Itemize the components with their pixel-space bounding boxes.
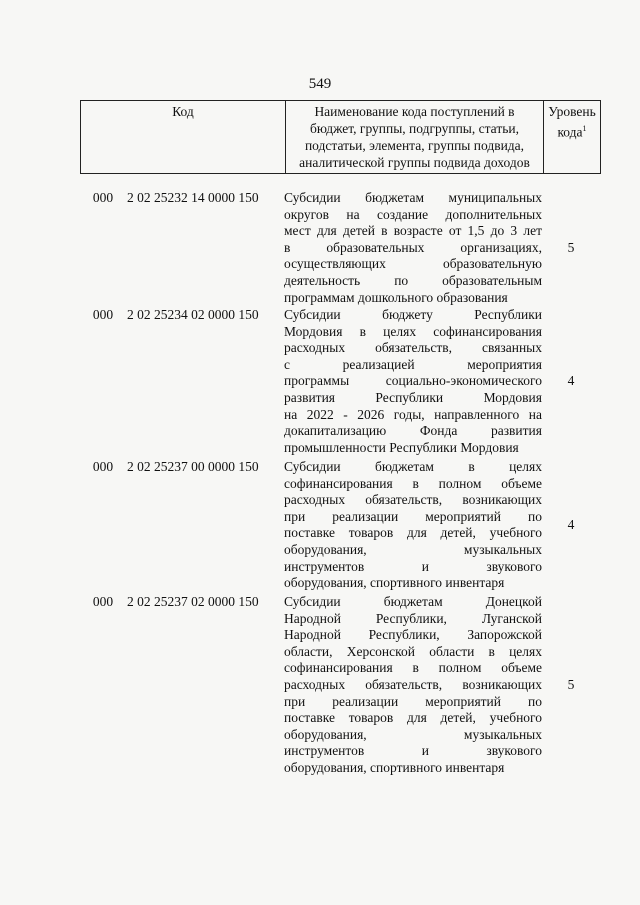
revenue-name-line: Мордовия в целях софинансирования <box>284 323 542 339</box>
revenue-name-line: софинансирования в полном объеме <box>284 660 542 676</box>
revenue-name-line: Субсидии бюджету Республики <box>284 307 542 322</box>
revenue-name-line: оборудования, музыкальных <box>284 726 542 742</box>
revenue-name-line: оборудования, спортивного инвентаря <box>284 759 505 775</box>
revenue-name-line: области, Херсонской области в целях <box>284 643 542 659</box>
code-level: 4 <box>567 373 575 389</box>
admin-code: 000 <box>92 594 114 609</box>
column-header-level-line: кода$^1$ <box>557 124 587 140</box>
footnote-mark: 1 <box>582 124 587 133</box>
revenue-name-line: округов на создание дополнительных <box>284 206 542 222</box>
column-header-level-line: Уровень <box>548 104 596 119</box>
column-header-name-line: Наименование кода поступлений в <box>314 104 515 119</box>
revenue-code: 2 02 25237 02 0000 150 <box>127 594 259 609</box>
revenue-name-line: расходных обязательств, возникающих <box>284 492 542 508</box>
revenue-name-line: мест для детей в возрасте от 1,5 до 3 лет <box>284 223 542 239</box>
revenue-name <box>284 307 542 456</box>
revenue-name-line: с реализацией мероприятия <box>284 356 542 372</box>
revenue-code: 2 02 25232 14 0000 150 <box>127 190 259 205</box>
page-number: 549 <box>308 76 332 92</box>
admin-code: 000 <box>92 307 114 322</box>
column-header-name <box>286 101 544 174</box>
revenue-name-line: Субсидии бюджетам в целях <box>284 459 542 474</box>
revenue-name-line: Народной Республики, Луганской <box>284 610 542 626</box>
code-level: 4 <box>567 517 575 533</box>
revenue-name <box>284 459 542 592</box>
revenue-name-line: расходных обязательств, возникающих <box>284 676 542 692</box>
revenue-name-line: при реализации мероприятий по <box>284 693 542 709</box>
revenue-name-line: софинансирования в полном объеме <box>284 475 542 491</box>
revenue-name-line: инструментов и звукового <box>284 558 542 574</box>
column-header-name-line: подстатьи, элемента, группы подвида, <box>304 138 525 153</box>
revenue-name-line: докапитализацию Фонда развития <box>284 423 542 439</box>
revenue-name-line: программам дошкольного образования <box>284 289 508 305</box>
revenue-name-line: оборудования, музыкальных <box>284 541 542 557</box>
revenue-name <box>284 594 542 777</box>
revenue-code: 2 02 25237 00 0000 150 <box>127 459 259 474</box>
revenue-name-line: при реализации мероприятий по <box>284 508 542 524</box>
revenue-name-line: на 2022 - 2026 годы, направленного на <box>284 406 542 422</box>
revenue-name-line: Субсидии бюджетам муниципальных <box>284 190 542 205</box>
revenue-name-line: расходных обязательств, связанных <box>284 340 542 356</box>
revenue-name-line: программы социально-экономического <box>284 373 542 389</box>
revenue-name-line: деятельность по образовательным <box>284 272 542 288</box>
admin-code: 000 <box>92 190 114 205</box>
code-level: 5 <box>567 239 575 255</box>
column-header-name-line: бюджет, группы, подгруппы, статьи, <box>310 121 519 136</box>
revenue-name-line: развития Республики Мордовия <box>284 389 542 405</box>
admin-code: 000 <box>92 459 114 474</box>
revenue-name-line: Народной Республики, Запорожской <box>284 627 542 643</box>
revenue-name-line: оборудования, спортивного инвентаря <box>284 575 505 591</box>
table-header <box>80 100 601 174</box>
column-header-level <box>544 101 601 174</box>
revenue-name-line: в образовательных организациях, <box>284 239 542 255</box>
column-header-code: Код <box>81 101 286 174</box>
revenue-name-line: Субсидии бюджетам Донецкой <box>284 594 542 609</box>
revenue-name-line: инструментов и звукового <box>284 743 542 759</box>
column-header-name-line: аналитической группы подвида доходов <box>299 155 530 170</box>
code-level: 5 <box>567 677 575 692</box>
revenue-name-line: промышленности Республики Мордовия <box>284 439 519 455</box>
revenue-name-line: поставке товаров для детей, учебного <box>284 525 542 541</box>
revenue-name-line: поставке товаров для детей, учебного <box>284 710 542 726</box>
revenue-name-line: осуществляющих образовательную <box>284 256 542 272</box>
revenue-code: 2 02 25234 02 0000 150 <box>127 307 259 322</box>
revenue-name <box>284 190 542 306</box>
